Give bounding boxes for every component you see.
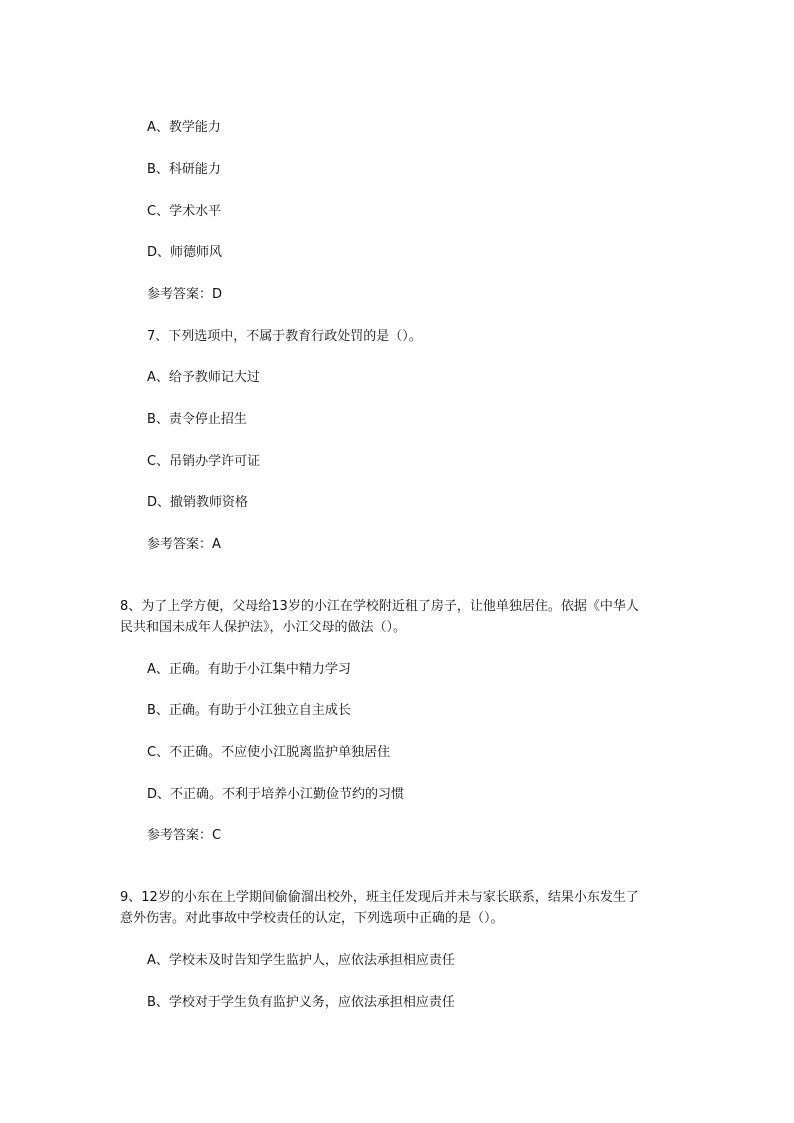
q7-answer: 参考答案：A	[147, 537, 221, 552]
q9-option-a: A、学校未及时告知学生监护人，应依法承担相应责任	[147, 953, 455, 968]
q7-option-a: A、给予教师记大过	[147, 370, 260, 385]
q8-answer: 参考答案：C	[147, 828, 222, 843]
q9-stem-line1: 9、12岁的小东在上学期间偷偷溜出校外，班主任发现后并未与家长联系，结果小东发生了	[120, 890, 639, 905]
q8-option-b: B、正确。有助于小江独立自主成长	[147, 703, 351, 718]
q7-option-d: D、撤销教师资格	[147, 495, 249, 510]
q7-option-b: B、责令停止招生	[147, 412, 247, 427]
q9-option-b: B、学校对于学生负有监护义务，应依法承担相应责任	[147, 995, 455, 1010]
q8-option-c: C、不正确。不应使小江脱离监护单独居住	[147, 745, 391, 760]
q6-option-c: C、学术水平	[147, 204, 222, 219]
q8-stem-line1: 8、为了上学方便，父母给13岁的小江在学校附近租了房子，让他单独居住。依据《中华人	[120, 599, 639, 614]
q8-option-a: A、正确。有助于小江集中精力学习	[147, 662, 351, 677]
q7-stem: 7、下列选项中，不属于教育行政处罚的是（）。	[147, 329, 422, 344]
q6-option-a: A、教学能力	[147, 120, 221, 135]
q8-option-d: D、不正确。不利于培养小江勤俭节约的习惯	[147, 787, 405, 802]
q8-stem-line2: 民共和国未成年人保护法》，小江父母的做法（）。	[120, 620, 407, 635]
q6-option-d: D、师德师风	[147, 245, 223, 260]
q6-option-b: B、科研能力	[147, 162, 221, 177]
q6-answer: 参考答案：D	[147, 287, 223, 302]
q9-stem-line2: 意外伤害。对此事故中学校责任的认定，下列选项中正确的是（）。	[120, 911, 504, 926]
q7-option-c: C、吊销办学许可证	[147, 454, 261, 469]
